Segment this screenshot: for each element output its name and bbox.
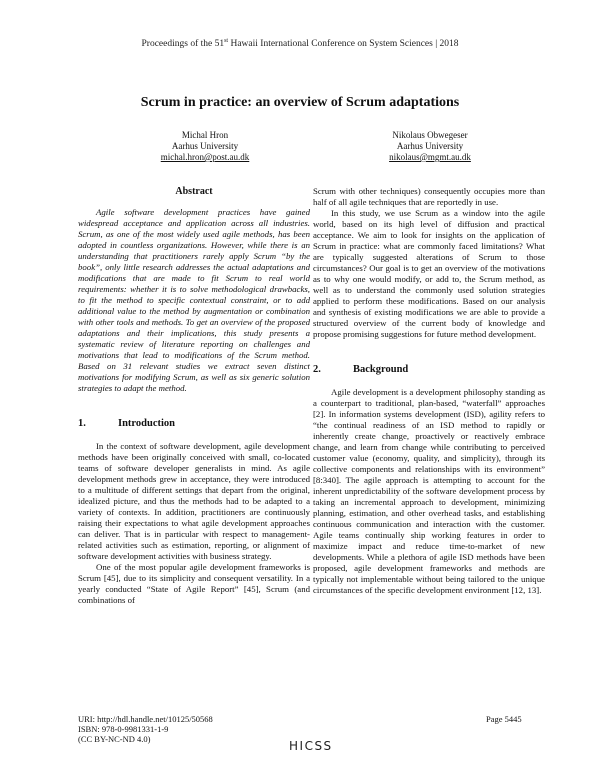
proceedings-header: Proceedings of the 51st Hawaii International Conference on System Sciences | 2018 [141, 38, 459, 50]
footer-info [78, 714, 213, 744]
section-heading [78, 418, 310, 429]
abstract-heading: Abstract [175, 186, 213, 197]
author-name: Nikolaus Obwegeser [392, 130, 468, 140]
section-title: Background [353, 364, 409, 375]
footer-license: (CC BY-NC-ND 4.0) [78, 734, 151, 744]
paper-title: Scrum in practice: an overview of Scrum adaptations [140, 95, 460, 110]
hicss-logo: HICSS [289, 739, 333, 753]
author-name: Michal Hron [181, 130, 229, 140]
author-email[interactable]: nikolaus@mgmt.au.dk [389, 152, 471, 162]
footer-uri[interactable]: URI: http://hdl.handle.net/10125/50568 [78, 714, 213, 724]
paragraph: One of the most popular agile development frameworks is Scrum [45], due to its simplicity and consequent versatility. In a yearly conducted “State of Agile Report” [45], Scrum (and combinations of [78, 562, 310, 605]
author-affiliation: Aarhus University [396, 141, 464, 151]
author-affiliation: Aarhus University [171, 141, 239, 151]
page-number: Page 5445 [486, 714, 522, 724]
right-column [313, 186, 545, 596]
author-block [105, 130, 305, 163]
author-email[interactable]: michal.hron@post.au.dk [160, 152, 250, 162]
author-block [330, 130, 530, 163]
paragraph: Scrum with other techniques) consequently occupies more than half of all agile techniques that are reportedly in use. [313, 186, 545, 207]
paragraph: In the context of software development, agile development methods have been originally conceived with small, co-located teams of software developer generalists in mind. As agile development methods grew in acceptance, they were introduced to a multitude of different settings that depart from the original, idealized picture, and thus the methods had to be adapted to a variety of contexts. In addition, practitioners are continuously raising their expectations to what agile development approaches can deliver. That is in particular with respect to management-related activities such as estimation, reporting, or alignment of software development activities with business strategy. [78, 441, 310, 561]
section-title: Introduction [118, 418, 175, 429]
section-heading [313, 364, 545, 375]
left-column [78, 186, 310, 606]
section-number: 2. [313, 364, 321, 375]
paragraph: In this study, we use Scrum as a window into the agile world, based on its high level of diffusion and practical acceptance. We aim to look for insights on the application of Scrum in practice: what are commonly faced limitations? What are typically suggested alterations of Scrum to those circumstances? Our goal is to get an overview of the motivations as to why one would modify, or add to, the Scrum method, as well as to understand the commonly used solution strategies applied to perform these modifications. Based on our analysis and synthesis of existing modifications we are able to provide a structured overview of the current body of knowledge and propose promising suggestions for future method development. [313, 208, 545, 339]
footer-isbn: ISBN: 978-0-9981331-1-9 [78, 724, 169, 734]
section-number: 1. [78, 418, 86, 429]
abstract-text: Agile software development practices have gained widespread acceptance and application across all industries. Scrum, as one of the most widely used agile methods, has been adopted in countless organizations. However, while there is an understanding that practitioners rarely apply Scrum “by the book”, only little research addresses the actual adaptations and modifications that are made to fit Scrum to real world requirements: whether it is to solve methodological drawbacks, to fit the method to specific contextual constraint, or to add additional value to the method by augmentation or combination with other tools and methods. To get an overview of the proposed adaptations and their implications, this study presents a systematic review of literature reporting on challenges and motivations that lead to modifications of the Scrum method. Based on 31 relevant studies we extract seven distinct motivations for modifying Scrum, as well as six generic solution strategies to adapt the method. [78, 207, 310, 393]
paragraph: Agile development is a development philosophy standing as a counterpart to traditional, plan-based, “waterfall” approaches [2]. In information systems development (ISD), agility refers to “the continual readiness of an ISD method to rapidly or inherently create change, proactively or reactively embrace change, and learn from change while contributing to perceived customer value (economy, quality, and simplicity), through its collective components and relationships with its environment” [8:340]. The agile approach is attempting to account for the inherent unpredictability of the software development process by taking an incremental approach to development, minimizing planning, estimation, and other overhead tasks, and establishing continuous communication and interaction with the customer. Agile teams continually ship working features in order to maximize impact and reduce time-to-market of new developments. While a plethora of agile ISD methods have been proposed, agile development frameworks and methods are typically not implementable without being tailored to the unique circumstances of the specific development environment [12, 13]. [313, 387, 545, 595]
